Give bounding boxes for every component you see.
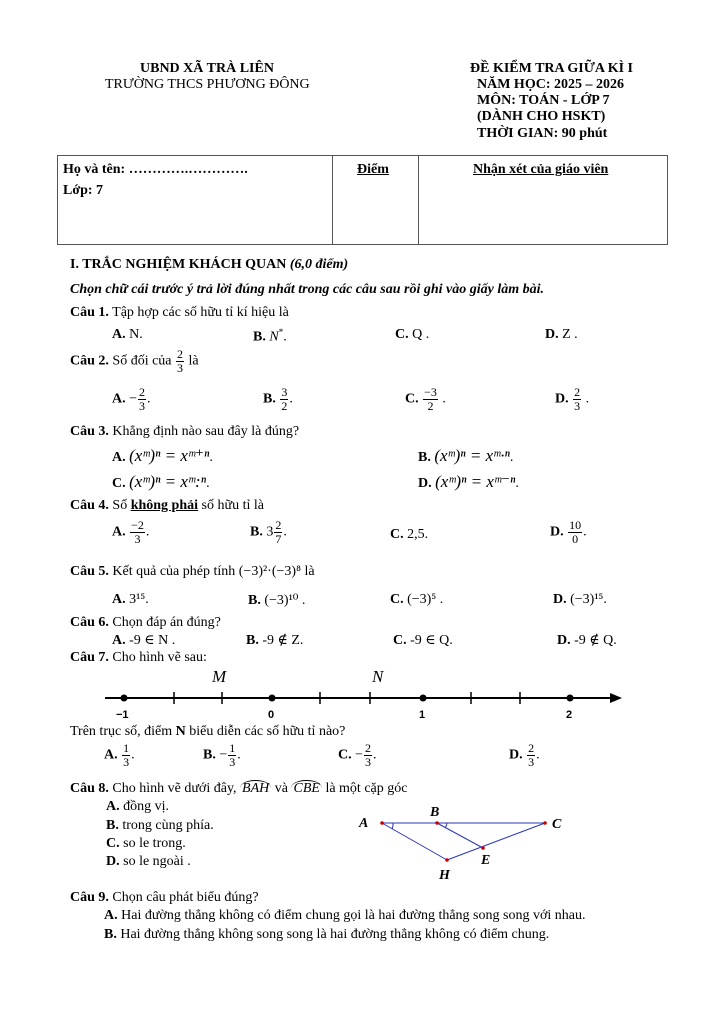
q1-option-b[interactable]: B. N*.: [253, 327, 287, 345]
q1-option-d[interactable]: D. Z .: [545, 327, 578, 342]
question-3: Câu 3. Khẳng định nào sau đây là đúng?: [70, 424, 300, 439]
duration: THỜI GIAN: 90 phút: [477, 126, 608, 141]
question-2: Câu 2. Số đối của $\frac{2}{3}$ là: [70, 347, 199, 375]
q7-question: Trên trục số, điểm N biểu diễn các số hữu tỉ nào?: [70, 724, 346, 739]
question-8: Câu 8. Cho hình vẽ dưới đây, BAH và CBE là một cặp góc: [70, 781, 408, 796]
q8-option-b[interactable]: B. trong cùng phía.: [106, 818, 214, 833]
q5-option-b[interactable]: B. (−3)¹⁰ .: [248, 593, 306, 608]
exam-title: ĐỀ KIỂM TRA GIỮA KÌ I: [470, 61, 633, 76]
q4-option-c[interactable]: C. 2,5.: [390, 527, 429, 542]
subject: MÔN: TOÁN - LỚP 7: [477, 93, 610, 108]
point-a: [380, 821, 384, 825]
question-7: Câu 7. Cho hình vẽ sau:: [70, 650, 207, 665]
q8-option-a[interactable]: A. đồng vị.: [106, 799, 170, 814]
label-h: H: [439, 868, 450, 883]
q9-option-b[interactable]: B. Hai đường thẳng không song song là hai đường thẳng không có điểm chung.: [104, 927, 550, 942]
q7-option-b[interactable]: B. − $\frac{1}{3}$ .: [203, 741, 241, 769]
line-ch: [447, 823, 545, 860]
audience: (DÀNH CHO HSKT): [477, 109, 606, 124]
student-info-table: [57, 155, 668, 245]
q1-option-a[interactable]: A. N.: [112, 327, 143, 342]
point-h: [445, 858, 449, 862]
label-b: B: [430, 805, 440, 820]
q7-option-a[interactable]: A. $\frac{1}{3}$ .: [104, 741, 135, 769]
label-a: A: [359, 816, 369, 831]
triangle-figure: [355, 800, 575, 885]
score-label: Điểm: [357, 162, 389, 177]
tick-label-0: 0: [268, 709, 275, 721]
q3-option-d[interactable]: D. (xᵐ)ⁿ = xᵐ⁻ⁿ.: [418, 472, 519, 491]
q4-option-d[interactable]: D. $\frac{10}{0}$ .: [550, 518, 587, 546]
point-one: [420, 695, 427, 702]
label-c: C: [552, 817, 562, 832]
q6-option-a[interactable]: A. -9 ∈ N .: [112, 633, 176, 648]
q6-option-c[interactable]: C. -9 ∈ Q.: [393, 633, 453, 648]
school-name: TRƯỜNG THCS PHƯƠNG ĐÔNG: [105, 77, 310, 92]
q2-option-d[interactable]: D. $\frac{2}{3}$ .: [555, 385, 590, 413]
number-line-figure: [100, 664, 630, 724]
angle-arc-a: [392, 823, 393, 829]
q3-option-a[interactable]: A. (xᵐ)ⁿ = xᵐ⁺ⁿ.: [112, 446, 213, 465]
name-label: Họ và tên: ………….………….: [63, 162, 248, 177]
q1-option-c[interactable]: C. Q .: [395, 327, 430, 342]
q9-option-a[interactable]: A. Hai đường thẳng không có điểm chung gọi là hai đường thẳng song song với nhau.: [104, 908, 586, 923]
question-1: Câu 1. Tập hợp các số hữu tỉ kí hiệu là: [70, 305, 289, 320]
name-cell[interactable]: [58, 156, 333, 244]
tick-label-2: 2: [566, 709, 573, 721]
point-c: [543, 821, 547, 825]
q3-option-c[interactable]: C. (xᵐ)ⁿ = xᵐ:ⁿ.: [112, 472, 210, 491]
label-e: E: [481, 853, 491, 868]
label-m: M: [212, 667, 227, 686]
q5-option-d[interactable]: D. (−3)¹⁵.: [553, 592, 607, 607]
q5-option-c[interactable]: C. (−3)⁵ .: [390, 592, 444, 607]
q6-option-b[interactable]: B. -9 ∉ Z.: [246, 633, 304, 648]
question-5: Câu 5. Kết quả của phép tính (−3)²·(−3)⁸ là: [70, 564, 315, 579]
q3-option-b[interactable]: B. (xᵐ)ⁿ = xᵐ·ⁿ.: [418, 446, 514, 465]
point-b: [435, 821, 439, 825]
axis-arrow: [610, 693, 622, 703]
q8-option-d[interactable]: D. so le ngoài .: [106, 854, 191, 869]
q4-option-b[interactable]: B. 3 $\frac{2}{7}$ .: [250, 518, 287, 546]
angle-arc-b: [445, 823, 447, 828]
line-be: [437, 823, 483, 848]
question-4: Câu 4. Số không phải số hữu tỉ là: [70, 498, 264, 513]
question-9: Câu 9. Chọn câu phát biểu đúng?: [70, 890, 259, 905]
q7-option-c[interactable]: C. − $\frac{2}{3}$ .: [338, 741, 377, 769]
angle-cbe: CBE: [293, 781, 320, 796]
class-label: Lớp: 7: [63, 183, 104, 198]
section-title: I. TRẮC NGHIỆM KHÁCH QUAN (6,0 điểm): [70, 257, 349, 272]
point-zero: [269, 695, 276, 702]
point-minus1: [121, 695, 128, 702]
q5-option-a[interactable]: A. 3¹⁵.: [112, 592, 149, 607]
q2-option-c[interactable]: C. $\frac{-3}{2}$ .: [405, 385, 446, 413]
label-n: N: [372, 667, 384, 686]
question-6: Câu 6. Chọn đáp án đúng?: [70, 615, 221, 630]
school-authority: UBND XÃ TRÀ LIÊN: [140, 61, 274, 76]
tick-label-minus1: −1: [116, 709, 129, 721]
q7-option-d[interactable]: D. $\frac{2}{3}$ .: [509, 741, 540, 769]
q8-option-c[interactable]: C. so le trong.: [106, 836, 186, 851]
q2-option-b[interactable]: B. $\frac{3}{2}$ .: [263, 385, 293, 413]
score-cell[interactable]: [332, 156, 419, 244]
school-year: NĂM HỌC: 2025 – 2026: [477, 77, 624, 92]
section-instruction: Chọn chữ cái trước ý trả lời đúng nhất trong các câu sau rồi ghi vào giấy làm bài.: [70, 282, 545, 297]
angle-bah: BAH: [242, 781, 270, 796]
point-two: [567, 695, 574, 702]
tick-label-1: 1: [419, 709, 426, 721]
q4-option-a[interactable]: A. $\frac{-2}{3}$ .: [112, 518, 150, 546]
point-e: [481, 846, 485, 850]
q2-option-a[interactable]: A. − $\frac{2}{3}$ .: [112, 385, 151, 413]
comment-label: Nhận xét của giáo viên: [473, 162, 609, 177]
q6-option-d[interactable]: D. -9 ∉ Q.: [557, 633, 617, 648]
